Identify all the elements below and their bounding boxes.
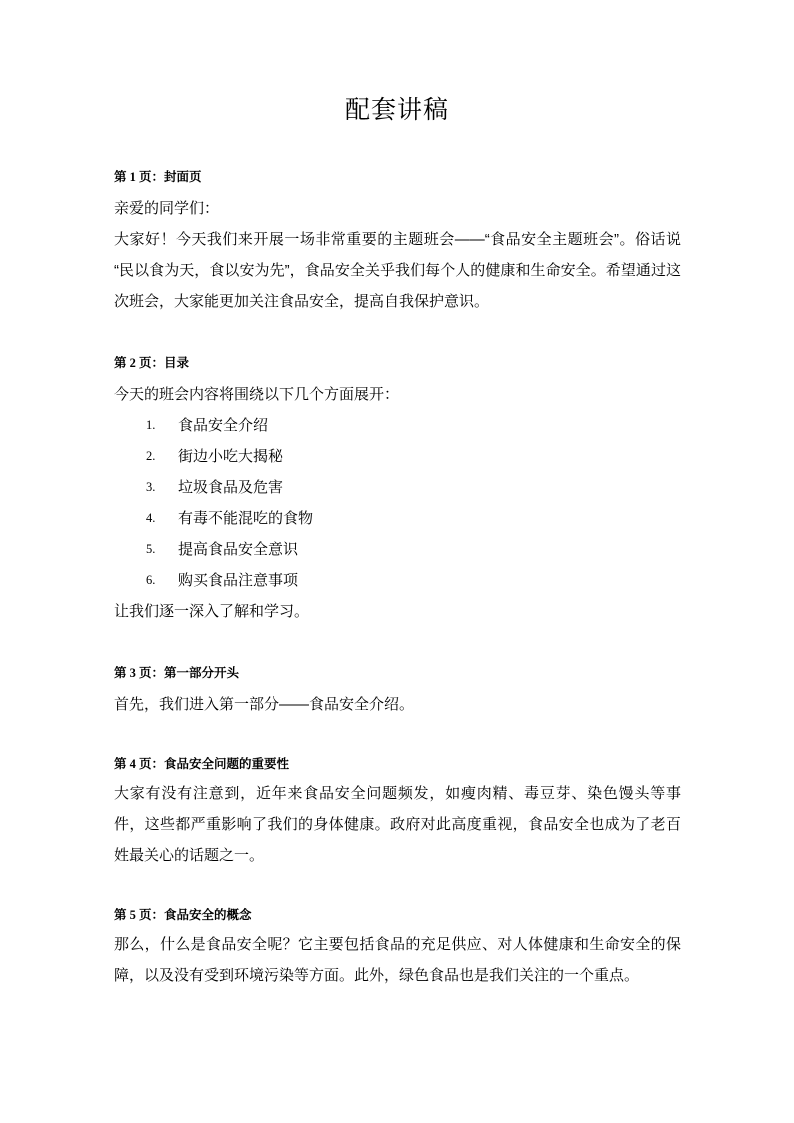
toc-list — [146, 410, 681, 596]
list-item-number: 4. — [146, 511, 156, 525]
section-heading: 第 2 页：目录 — [114, 356, 190, 370]
list-item-number: 2. — [146, 449, 156, 463]
page-title: 配套讲稿 — [344, 97, 449, 124]
section-2 — [114, 348, 681, 627]
list-item — [146, 503, 681, 534]
list-item — [146, 472, 681, 503]
section-1 — [114, 162, 681, 317]
list-item-number: 1. — [146, 418, 156, 432]
section-heading: 第 3 页：第一部分开头 — [114, 666, 240, 680]
list-item — [146, 534, 681, 565]
paragraph: 今天的班会内容将围绕以下几个方面展开： — [114, 386, 400, 403]
paragraph: 亲爱的同学们： — [114, 200, 220, 217]
paragraph: 大家好！今天我们来开展一场非常重要的主题班会——“食品安全主题班会”。俗话说“民以食为天，食以安为先”，食品安全关乎我们每个人的健康和生命安全。希望通过这次班会，大家能更加关注食品安全，提高自我保护意识。 — [114, 231, 681, 310]
list-item-number: 3. — [146, 480, 156, 494]
document-content — [0, 162, 794, 991]
list-item-label: 垃圾食品及危害 — [178, 479, 284, 496]
list-item-label: 食品安全介绍 — [178, 417, 269, 434]
paragraph: 让我们逐一深入了解和学习。 — [114, 603, 310, 620]
list-item — [146, 441, 681, 472]
list-item-number: 6. — [146, 573, 156, 587]
list-item-number: 5. — [146, 542, 156, 556]
section-5 — [114, 902, 681, 991]
list-item-label: 购买食品注意事项 — [178, 572, 299, 589]
paragraph: 首先，我们进入第一部分——食品安全介绍。 — [114, 696, 415, 713]
section-heading: 第 1 页：封面页 — [114, 170, 202, 184]
list-item-label: 街边小吃大揭秘 — [178, 448, 284, 465]
list-item-label: 有毒不能混吃的食物 — [178, 510, 314, 527]
section-heading: 第 5 页：食品安全的概念 — [114, 908, 252, 922]
section-4 — [114, 751, 681, 871]
paragraph: 大家有没有注意到，近年来食品安全问题频发，如瘦肉精、毒豆芽、染色馒头等事件，这些都严重影响了我们的身体健康。政府对此高度重视，食品安全也成为了老百姓最关心的话题之一。 — [114, 785, 681, 864]
section-3 — [114, 658, 681, 720]
paragraph: 那么，什么是食品安全呢？它主要包括食品的充足供应、对人体健康和生命安全的保障，以及没有受到环境污染等方面。此外，绿色食品也是我们关注的一个重点。 — [114, 936, 681, 984]
list-item — [146, 565, 681, 596]
list-item-label: 提高食品安全意识 — [178, 541, 299, 558]
list-item — [146, 410, 681, 441]
section-heading: 第 4 页：食品安全问题的重要性 — [114, 757, 290, 771]
